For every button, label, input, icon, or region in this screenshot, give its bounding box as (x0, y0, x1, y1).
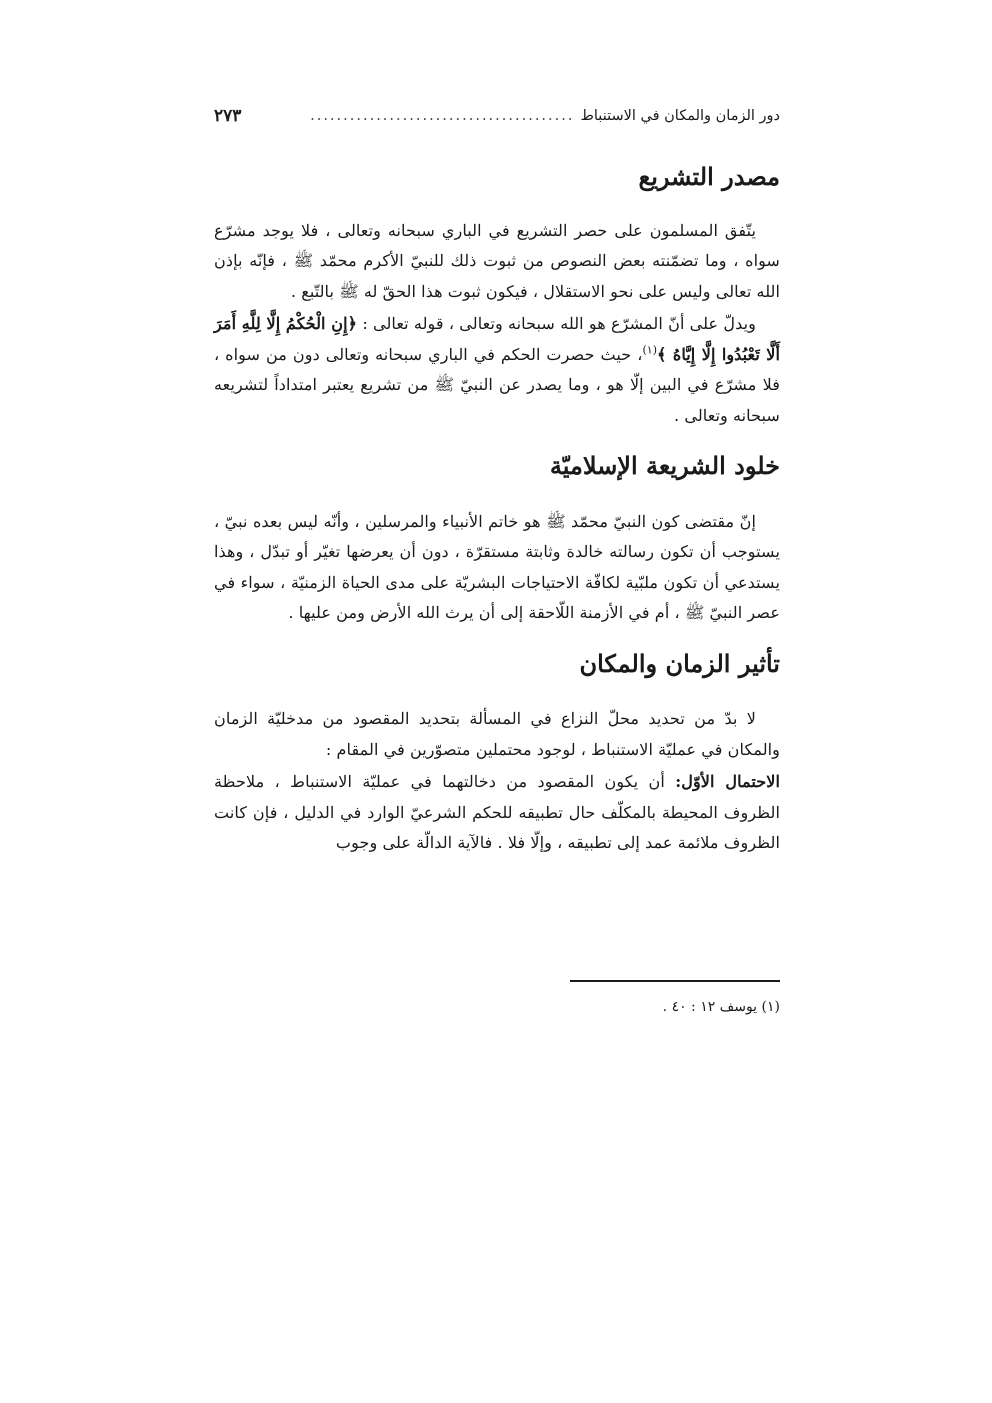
paragraph-text: ويدلّ على أنّ المشرّع هو الله سبحانه وتعالى ، قوله تعالى : (357, 314, 756, 334)
section-title-eternity-of-sharia: خلود الشريعة الإسلاميّة (549, 451, 780, 481)
footnote-separator (570, 980, 780, 982)
paragraph: يتّفق المسلمون على حصر التشريع في الباري سبحانه وتعالى ، فلا يوجد مشرّع سواه ، وما تضمّنته بعض النصوص من ثبوت ذلك للنبيّ الأكرم محمّد ﷺ ، فإنّه بإذن الله تعالى وليس على نحو الاستقلال ، فيكون ثبوت هذا الحقّ له ﷺ بالتّبع . (214, 220, 780, 301)
lead-term: الاحتمال الأوّل: (675, 772, 780, 792)
section-title-influence-of-time-and-place: تأثير الزمان والمكان (579, 648, 780, 678)
page-body (214, 152, 780, 859)
leader-dots: ........................................ (310, 108, 575, 124)
quran-quote-paragraph (214, 309, 780, 431)
paragraph: لا بدّ من تحديد محلّ النزاع في المسألة بتحديد المقصود من مدخليّة الزمان والمكان في عمليّة الاستنباط ، لوجود محتملين متصوّرين في المقام : (214, 709, 780, 759)
paragraph-text: ، حيث حصرت الحكم في الباري سبحانه وتعالى دون من سواه ، فلا مشرّع في البين إلّا هو ، وما يصدر عن النبيّ ﷺ من تشريع يعتبر امتداداً لتشريعه سبحانه وتعالى . (214, 344, 780, 425)
footnote-reference: (١) (642, 343, 657, 357)
running-header (214, 102, 780, 130)
page-number: ٢٧٣ (214, 106, 242, 126)
section-title-source-of-legislation: مصدر التشريع (638, 162, 780, 191)
first-possibility-paragraph (214, 767, 780, 859)
paragraph: إنّ مقتضى كون النبيّ محمّد ﷺ هو خاتم الأنبياء والمرسلين ، وأنّه ليس بعده نبيّ ، يستوجب أن تكون رسالته خالدة وثابتة مستقرّة ، دون أن يعرضها تغيّر أو تبدّل ، وهذا يستدعي أن تكون ملبّية لكافّة الاحتياجات البشريّة على مدى الحياة الزمنيّة ، سواء في عصر النبيّ ﷺ ، أم في الأزمنة اللّاحقة إلى أن يرث الله الأرض ومن عليها . (214, 511, 780, 623)
quran-verse: ﴿إِنِ الْحُكْمُ إِلَّا لِلَّهِ أَمَرَ أَلَّا تَعْبُدُوا إِلَّا إِيَّاهُ ﴾ (214, 314, 781, 364)
paragraph-text: أن يكون المقصود من دخالتهما في عمليّة الاستنباط ، ملاحظة الظروف المحيطة بالمكلّف حال تطبيقه للحكم الشرعيّ الوارد في الدليل ، فإن كانت الظروف ملائمة عمد إلى تطبيقه ، وإلّا فلا . فالآية الدالّة على وجوب (214, 772, 780, 853)
running-header-title: دور الزمان والمكان في الاستنباط (580, 108, 780, 124)
footnote: (١) يوسف ١٢ : ٤٠ . (662, 999, 780, 1015)
